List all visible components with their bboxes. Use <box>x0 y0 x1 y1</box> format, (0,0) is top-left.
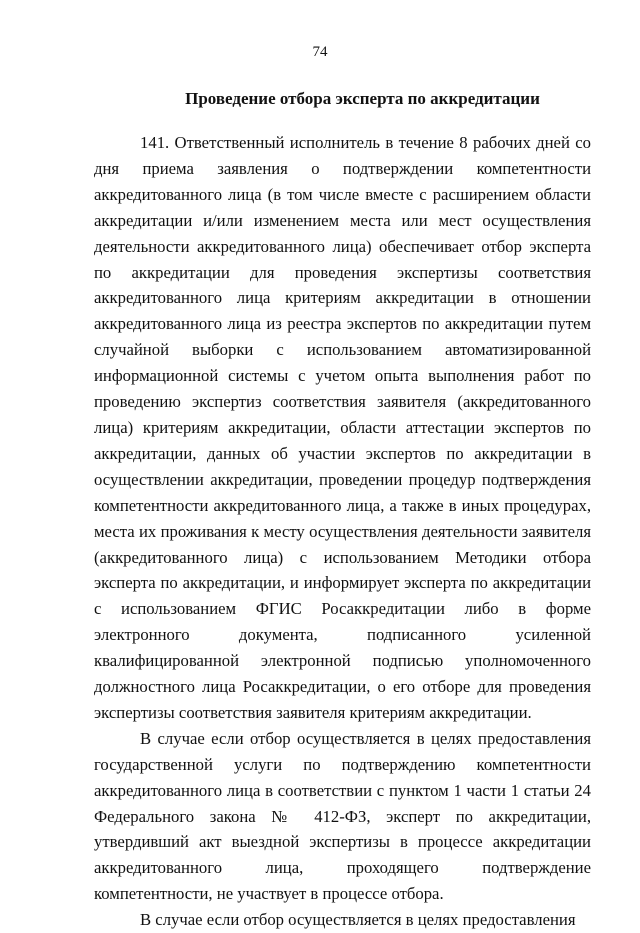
paragraph-141: 141. Ответственный исполнитель в течение 8 рабочих дней со дня приема заявления о подтверждении компетентности аккредитованного лица (в том числе вместе с расширением области аккредитации и/или изменением места или мест осуществления деятельности аккредитованного лица) обеспечивает отбор эксперта по аккредитации для проведения экспертизы соответствия аккредитованного лица критериям аккредитации в отношении аккредитованного лица из реестра экспертов по аккредитации путем случайной выборки с использованием автоматизированной информационной системы с учетом опыта выполнения работ по проведению экспертиз соответствия заявителя (аккредитованного лица) критериям аккредитации, области аттестации экспертов по аккредитации, данных об участии экспертов по аккредитации в осуществлении аккредитации, проведении процедур подтверждения компетентности аккредитованного лица, а также в иных процедурах, места их проживания к месту осуществления деятельности заявителя (аккредитованного лица) с использованием Методики отбора эксперта по аккредитации, и информирует эксперта по аккредитации с использованием ФГИС Росаккредитации либо в форме электронного документа, подписанного усиленной квалифицированной электронной подписью уполномоченного должностного лица Росаккредитации, о его отборе для проведения экспертизы соответствия заявителя критериям аккредитации. <box>94 133 591 722</box>
section-heading: Проведение отбора эксперта по аккредитации <box>185 89 540 108</box>
paragraph-continuation: В случае если отбор осуществляется в целях предоставления <box>140 910 576 930</box>
paragraph-expert-exclusion: В случае если отбор осуществляется в целях предоставления государственной услуги по подтверждению компетентности аккредитованного лица в соответствии с пунктом 1 части 1 статьи 24 Федерального закона № 412-ФЗ, эксперт по аккредитации, утвердивший акт выездной экспертизы в процессе аккредитации аккредитованного лица, проходящего подтверждение компетентности, не участвует в процессе отбора. <box>94 728 591 904</box>
page-number: 74 <box>312 44 328 60</box>
document-body <box>94 130 591 933</box>
